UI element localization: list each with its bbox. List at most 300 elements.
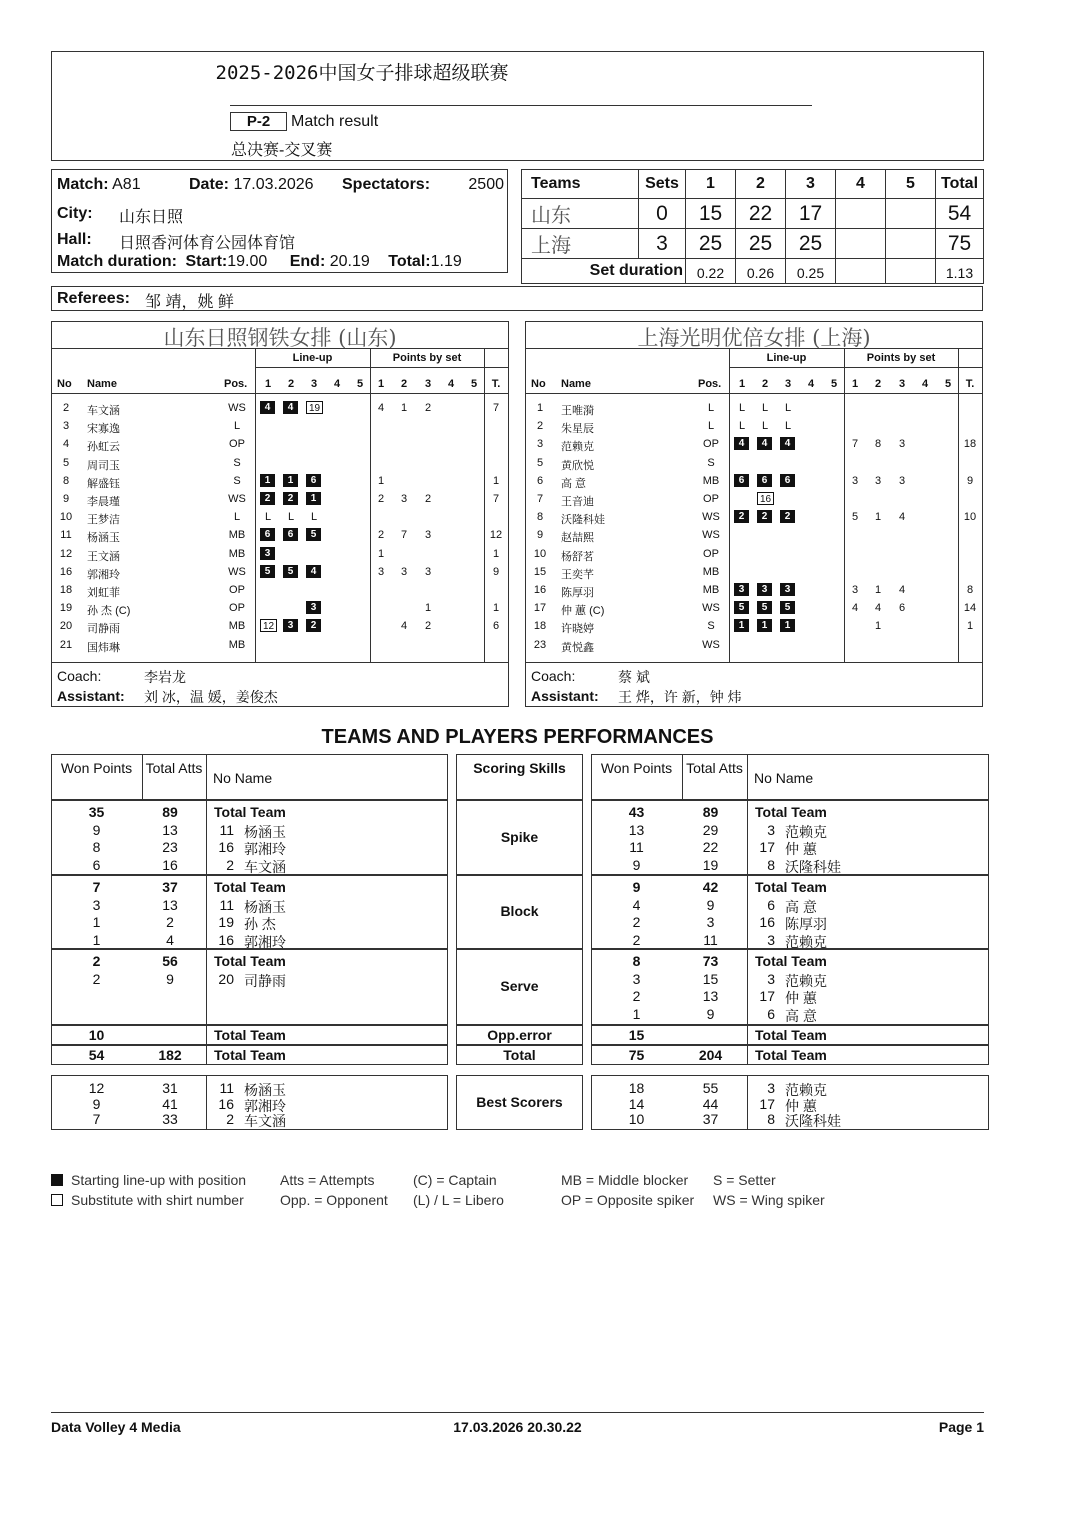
player-position: L bbox=[707, 420, 715, 433]
footer-rule bbox=[51, 1412, 984, 1413]
starting-position: 1 bbox=[260, 474, 275, 487]
total-atts: 9 bbox=[706, 1005, 715, 1022]
player-position: MB bbox=[702, 584, 720, 596]
player-number: 8 bbox=[536, 511, 544, 524]
player-total: 1 bbox=[966, 620, 974, 633]
won-points: 2 bbox=[92, 953, 101, 969]
player-number: 19 bbox=[59, 602, 73, 615]
player-number: 18 bbox=[59, 584, 73, 596]
set-points: 2 bbox=[424, 402, 432, 414]
player-position: S bbox=[233, 456, 241, 469]
player-total: 7 bbox=[492, 402, 500, 414]
starting-position: 4 bbox=[757, 437, 772, 450]
won-points: 43 bbox=[628, 804, 645, 820]
set-points: 1 bbox=[377, 547, 385, 560]
player-position: MB bbox=[228, 638, 246, 651]
libero-mark: L bbox=[784, 402, 792, 414]
player-total: 12 bbox=[489, 529, 503, 542]
player-position: MB bbox=[228, 529, 246, 542]
legend-item: S = Setter bbox=[713, 1172, 776, 1188]
total-atts: 42 bbox=[702, 879, 719, 895]
set-duration-row bbox=[522, 259, 984, 284]
team-b-roster bbox=[525, 321, 983, 707]
starting-position: 4 bbox=[260, 401, 275, 414]
libero-mark: L bbox=[738, 420, 746, 433]
player-number: 11 bbox=[60, 529, 72, 542]
player-number: 7 bbox=[536, 493, 544, 505]
player-number: 23 bbox=[533, 638, 547, 651]
rule bbox=[747, 1075, 748, 1130]
total-atts: 56 bbox=[162, 953, 178, 969]
player-row bbox=[52, 474, 508, 492]
player-number: 6 bbox=[767, 1005, 775, 1022]
player-position: L bbox=[233, 420, 241, 433]
total-atts: 22 bbox=[702, 839, 719, 855]
player-row bbox=[526, 565, 982, 583]
total-team-label: Total Team bbox=[214, 879, 286, 895]
set-score: 25 bbox=[736, 229, 786, 259]
lineup-set-col: 1 bbox=[738, 378, 746, 390]
player-name: 司静雨 bbox=[244, 972, 286, 989]
won-points: 9 bbox=[632, 856, 641, 873]
won-points: 2 bbox=[632, 914, 641, 930]
libero-mark: L bbox=[310, 511, 318, 524]
player-number: 8 bbox=[62, 474, 70, 487]
won-points: 18 bbox=[628, 1080, 645, 1096]
starting-position: 1 bbox=[757, 619, 772, 632]
start-label: Start: bbox=[185, 253, 228, 270]
rule bbox=[526, 662, 982, 663]
won-points: 1 bbox=[632, 1005, 641, 1022]
set-score bbox=[836, 199, 886, 229]
score-table bbox=[521, 169, 984, 284]
starting-position: 3 bbox=[757, 583, 772, 596]
no-name-header: No Name bbox=[213, 770, 273, 786]
player-row bbox=[52, 437, 508, 455]
assistant-label: Assistant: bbox=[531, 688, 599, 704]
rule bbox=[747, 949, 748, 1025]
player-total: 1 bbox=[492, 602, 500, 615]
player-name: 杨涵玉 bbox=[87, 532, 120, 545]
set-points: 1 bbox=[424, 602, 432, 615]
team-name: 山东日照钢铁女排 (山东) bbox=[163, 326, 397, 350]
pos-header: Pos. bbox=[698, 378, 722, 390]
starting-position: 1 bbox=[306, 492, 321, 505]
points-set-col: 2 bbox=[874, 378, 882, 390]
set-points: 3 bbox=[400, 493, 408, 505]
set-col: 4 bbox=[836, 170, 886, 199]
points-set-col: 1 bbox=[851, 378, 859, 390]
player-name: 朱星辰 bbox=[561, 423, 594, 436]
player-row bbox=[526, 528, 982, 546]
player-number: 6 bbox=[536, 474, 544, 487]
player-number: 9 bbox=[536, 529, 544, 542]
team-total: 54 bbox=[936, 199, 984, 229]
set-duration bbox=[836, 259, 886, 284]
player-row bbox=[52, 619, 508, 637]
starting-position: 3 bbox=[734, 583, 749, 596]
legend-item: MB = Middle blocker bbox=[561, 1172, 689, 1188]
starting-position: 5 bbox=[780, 601, 795, 614]
set-points: 1 bbox=[874, 584, 882, 596]
set-col: 1 bbox=[686, 170, 736, 199]
player-total: 18 bbox=[963, 438, 977, 451]
won-points: 1 bbox=[92, 914, 101, 930]
player-number: 12 bbox=[59, 547, 73, 560]
lineup-header: Line-up bbox=[766, 352, 807, 364]
rule bbox=[206, 1025, 207, 1045]
legend-item: WS = Wing spiker bbox=[713, 1192, 825, 1208]
team-total: 75 bbox=[936, 229, 984, 259]
rule bbox=[747, 1025, 748, 1045]
set-duration: 0.22 bbox=[686, 259, 736, 284]
total-col: T. bbox=[965, 378, 975, 390]
won-points: 1 bbox=[92, 931, 101, 948]
player-name: 郭湘玲 bbox=[244, 841, 286, 857]
player-number: 16 bbox=[218, 839, 234, 855]
player-number: 17 bbox=[533, 602, 547, 615]
team-name: 上海 bbox=[522, 229, 639, 259]
score-box bbox=[521, 169, 983, 281]
total-atts: 44 bbox=[702, 1095, 719, 1112]
total-time: 1.19 bbox=[430, 253, 462, 270]
set-score: 17 bbox=[786, 199, 836, 229]
player-name: 解盛钰 bbox=[87, 477, 120, 490]
match-date: 17.03.2026 bbox=[233, 176, 314, 193]
total-team-label: Total Team bbox=[214, 1027, 286, 1043]
starting-position: 6 bbox=[306, 474, 321, 487]
player-position: OP bbox=[229, 602, 245, 615]
player-name: 范赖克 bbox=[785, 972, 827, 989]
player-name: 王文涵 bbox=[87, 550, 120, 563]
set-score bbox=[886, 229, 936, 259]
rule bbox=[526, 393, 982, 394]
player-number: 20 bbox=[59, 620, 73, 633]
lineup-set-col: 5 bbox=[356, 378, 364, 390]
skill-name: Spike bbox=[500, 828, 539, 845]
player-number: 5 bbox=[536, 456, 544, 469]
player-row bbox=[52, 492, 508, 510]
won-points: 8 bbox=[632, 953, 641, 969]
total-atts-header: Total Atts bbox=[145, 760, 203, 776]
won-points: 6 bbox=[92, 856, 101, 873]
set-points: 4 bbox=[400, 620, 408, 633]
player-name: 杨涵玉 bbox=[244, 1082, 286, 1098]
player-name: 王梦洁 bbox=[87, 514, 120, 527]
player-number: 16 bbox=[218, 1095, 234, 1112]
coach-name: 李岩龙 bbox=[144, 669, 186, 685]
points-by-set-header: Points by set bbox=[392, 352, 462, 364]
player-row bbox=[526, 619, 982, 637]
end-time: 20.19 bbox=[329, 253, 370, 270]
starting-position: 1 bbox=[283, 474, 298, 487]
total-atts-header: Total Atts bbox=[686, 760, 743, 776]
rule bbox=[206, 1045, 207, 1065]
starting-position: 1 bbox=[780, 619, 795, 632]
player-total: 1 bbox=[492, 547, 500, 560]
total-atts: 182 bbox=[158, 1047, 182, 1063]
player-position: S bbox=[707, 456, 715, 469]
player-number: 4 bbox=[62, 438, 70, 451]
set-points: 3 bbox=[377, 565, 385, 578]
rule bbox=[526, 348, 982, 349]
player-name: 范赖克 bbox=[561, 441, 594, 454]
player-position: OP bbox=[703, 493, 719, 505]
player-name: 国炜琳 bbox=[87, 641, 120, 654]
won-points: 9 bbox=[92, 1095, 101, 1112]
legend-item: Atts = Attempts bbox=[280, 1172, 375, 1188]
player-row bbox=[526, 419, 982, 437]
won-points: 8 bbox=[92, 839, 101, 855]
set-points: 7 bbox=[851, 438, 859, 451]
won-points: 13 bbox=[628, 821, 645, 838]
starting-position: 6 bbox=[260, 528, 275, 541]
player-position: OP bbox=[229, 584, 245, 596]
points-set-col: 3 bbox=[898, 378, 906, 390]
player-number: 11 bbox=[219, 821, 234, 838]
total-atts: 15 bbox=[702, 970, 719, 987]
won-points: 2 bbox=[632, 931, 641, 948]
won-points: 75 bbox=[628, 1047, 645, 1063]
total-team-label: Total Team bbox=[214, 1047, 286, 1063]
coach-name: 蔡 斌 bbox=[618, 669, 650, 685]
footer-left: Data Volley 4 Media bbox=[51, 1419, 181, 1435]
player-name: 王奕芊 bbox=[561, 568, 594, 581]
player-position: OP bbox=[229, 438, 245, 451]
match-label: Match: bbox=[57, 176, 109, 193]
total-duration: 1.13 bbox=[936, 259, 984, 284]
total-atts: 16 bbox=[162, 856, 178, 873]
total-atts: 13 bbox=[162, 821, 178, 838]
player-name: 司静雨 bbox=[87, 623, 120, 636]
won-points: 9 bbox=[632, 879, 641, 895]
player-number: 3 bbox=[767, 1080, 775, 1096]
set-points: 4 bbox=[874, 602, 882, 615]
rule bbox=[206, 754, 207, 800]
player-name: 杨舒茗 bbox=[561, 550, 594, 563]
set-points: 7 bbox=[400, 529, 408, 542]
rule bbox=[206, 949, 207, 1025]
player-number: 10 bbox=[59, 511, 73, 524]
player-position: WS bbox=[228, 402, 246, 414]
player-name: 范赖克 bbox=[785, 823, 827, 840]
player-name: 高 意 bbox=[785, 1007, 817, 1024]
player-row bbox=[52, 456, 508, 474]
won-points: 4 bbox=[632, 896, 641, 913]
player-name: 陈厚羽 bbox=[561, 587, 594, 599]
total-atts: 73 bbox=[702, 953, 719, 969]
libero-mark: L bbox=[264, 511, 272, 524]
set-col: 2 bbox=[736, 170, 786, 199]
set-score bbox=[886, 199, 936, 229]
duration-label: Match duration: bbox=[57, 253, 177, 270]
total-atts: 204 bbox=[698, 1047, 723, 1063]
player-row bbox=[526, 547, 982, 565]
assistant-names: 刘 冰，温 媛，姜俊杰 bbox=[144, 689, 278, 705]
player-number: 16 bbox=[218, 931, 234, 948]
set-points: 3 bbox=[424, 565, 432, 578]
starting-position: 5 bbox=[734, 601, 749, 614]
lineup-set-col: 2 bbox=[287, 378, 295, 390]
lineup-set-col: 1 bbox=[264, 378, 272, 390]
set-points: 4 bbox=[851, 602, 859, 615]
set-points: 3 bbox=[851, 584, 859, 596]
rule bbox=[206, 875, 207, 949]
player-name: 王唯漪 bbox=[561, 405, 594, 417]
player-name: 王音迪 bbox=[561, 496, 594, 508]
player-name: 范赖克 bbox=[785, 933, 827, 950]
set-points: 1 bbox=[874, 620, 882, 633]
total-atts: 37 bbox=[702, 1111, 719, 1127]
doc-code: P-2 bbox=[230, 112, 287, 131]
player-name: 沃隆科娃 bbox=[561, 514, 605, 527]
player-name: 沃隆科娃 bbox=[785, 1113, 841, 1129]
lineup-set-col: 3 bbox=[784, 378, 792, 390]
lineup-set-col: 5 bbox=[830, 378, 838, 390]
score-row bbox=[522, 229, 984, 259]
set-points: 4 bbox=[898, 511, 906, 524]
player-name: 高 意 bbox=[561, 477, 587, 490]
libero-mark: L bbox=[287, 511, 295, 524]
starting-position: 6 bbox=[780, 474, 795, 487]
player-number: 8 bbox=[767, 856, 775, 873]
player-name: 陈厚羽 bbox=[785, 916, 827, 932]
date-label: Date: bbox=[189, 176, 230, 193]
assistant-names: 王 烨，许 新，钟 炜 bbox=[618, 689, 742, 705]
libero-mark: L bbox=[738, 402, 746, 414]
total-atts: 41 bbox=[162, 1095, 178, 1112]
player-name: 郭湘玲 bbox=[244, 933, 286, 950]
total-label: Total: bbox=[388, 253, 431, 270]
won-points: 54 bbox=[88, 1047, 105, 1063]
referees-names: 邹 靖，姚 鲜 bbox=[145, 294, 234, 311]
player-position: L bbox=[233, 511, 241, 524]
match-info-box bbox=[51, 169, 508, 273]
total-atts: 13 bbox=[162, 896, 178, 913]
lineup-set-col: 4 bbox=[807, 378, 815, 390]
starting-position: 5 bbox=[283, 565, 298, 578]
player-number: 10 bbox=[533, 547, 547, 560]
player-number: 3 bbox=[767, 931, 775, 948]
total-atts: 29 bbox=[702, 821, 719, 838]
spectators-label: Spectators: bbox=[342, 176, 431, 193]
starting-position: 5 bbox=[260, 565, 275, 578]
footer-right: Page 1 bbox=[938, 1419, 984, 1435]
starting-position: 3 bbox=[306, 601, 321, 614]
won-points: 12 bbox=[88, 1080, 105, 1096]
player-position: WS bbox=[702, 529, 720, 542]
starting-position: 2 bbox=[734, 510, 749, 523]
coach-label: Coach: bbox=[57, 668, 102, 684]
player-name: 黄欣悦 bbox=[561, 459, 594, 472]
team-sets: 3 bbox=[639, 229, 686, 259]
player-position: WS bbox=[702, 602, 720, 615]
set-points: 3 bbox=[851, 474, 859, 487]
set-duration: 0.25 bbox=[786, 259, 836, 284]
won-points-header: Won Points bbox=[600, 760, 673, 776]
starting-position: 2 bbox=[780, 510, 795, 523]
player-number: 17 bbox=[759, 988, 775, 1004]
starting-position: 4 bbox=[283, 401, 298, 414]
player-row bbox=[526, 601, 982, 619]
set-points: 1 bbox=[874, 511, 882, 524]
starting-position: 5 bbox=[306, 528, 321, 541]
set-points: 2 bbox=[377, 529, 385, 542]
total-atts: 3 bbox=[706, 914, 715, 930]
spectators: 2500 bbox=[468, 176, 504, 193]
player-name: 孙 杰 bbox=[244, 916, 276, 932]
player-total: 9 bbox=[492, 565, 500, 578]
rule bbox=[255, 367, 508, 368]
player-total: 1 bbox=[492, 474, 500, 487]
total-atts: 55 bbox=[702, 1080, 719, 1096]
total-team-label: Total Team bbox=[214, 953, 286, 969]
player-name: 仲 蕙 bbox=[785, 841, 817, 857]
rule bbox=[52, 393, 508, 394]
rule bbox=[747, 800, 748, 875]
player-row bbox=[52, 419, 508, 437]
player-row bbox=[526, 510, 982, 528]
set-points: 3 bbox=[424, 529, 432, 542]
player-position: S bbox=[233, 474, 241, 487]
player-position: MB bbox=[228, 620, 246, 633]
player-name: 孙 杰 (C) bbox=[87, 605, 131, 618]
match-code: A81 bbox=[112, 176, 141, 193]
points-set-col: 4 bbox=[921, 378, 929, 390]
player-position: WS bbox=[702, 638, 720, 651]
set-points: 5 bbox=[851, 511, 859, 524]
team-sets: 0 bbox=[639, 199, 686, 229]
rule bbox=[206, 800, 207, 875]
player-name: 赵喆熙 bbox=[561, 532, 594, 545]
team-a-roster bbox=[51, 321, 509, 707]
lineup-header: Line-up bbox=[292, 352, 333, 364]
player-name: 孙虹云 bbox=[87, 441, 120, 454]
rule bbox=[747, 754, 748, 800]
skill-name: Serve bbox=[500, 978, 539, 994]
player-position: WS bbox=[228, 565, 246, 578]
won-points: 3 bbox=[632, 970, 641, 987]
set-points: 6 bbox=[898, 602, 906, 615]
total-atts: 13 bbox=[702, 988, 719, 1004]
total-team-label: Total Team bbox=[755, 1027, 827, 1043]
player-number: 2 bbox=[226, 856, 234, 873]
set-points: 1 bbox=[377, 474, 385, 487]
player-name: 沃隆科娃 bbox=[785, 858, 841, 875]
set-duration: 0.26 bbox=[736, 259, 786, 284]
won-points: 7 bbox=[92, 1111, 101, 1127]
lineup-set-col: 3 bbox=[310, 378, 318, 390]
player-position: WS bbox=[702, 511, 720, 524]
player-position: OP bbox=[703, 438, 719, 451]
total-atts: 4 bbox=[166, 931, 174, 948]
player-row bbox=[52, 510, 508, 528]
set-col: 3 bbox=[786, 170, 836, 199]
set-col: 5 bbox=[886, 170, 936, 199]
player-position: WS bbox=[228, 493, 246, 505]
player-number: 11 bbox=[219, 896, 234, 913]
player-number: 19 bbox=[218, 914, 234, 930]
skill-name: Block bbox=[500, 903, 539, 919]
player-row bbox=[526, 456, 982, 474]
starting-position: 3 bbox=[260, 547, 275, 560]
player-total: 7 bbox=[492, 493, 500, 505]
total-atts: 89 bbox=[162, 804, 178, 820]
legend-item: (C) = Captain bbox=[413, 1172, 497, 1188]
player-number: 16 bbox=[533, 584, 547, 596]
starting-position: 6 bbox=[757, 474, 772, 487]
player-name: 仲 蕙 (C) bbox=[561, 605, 605, 618]
